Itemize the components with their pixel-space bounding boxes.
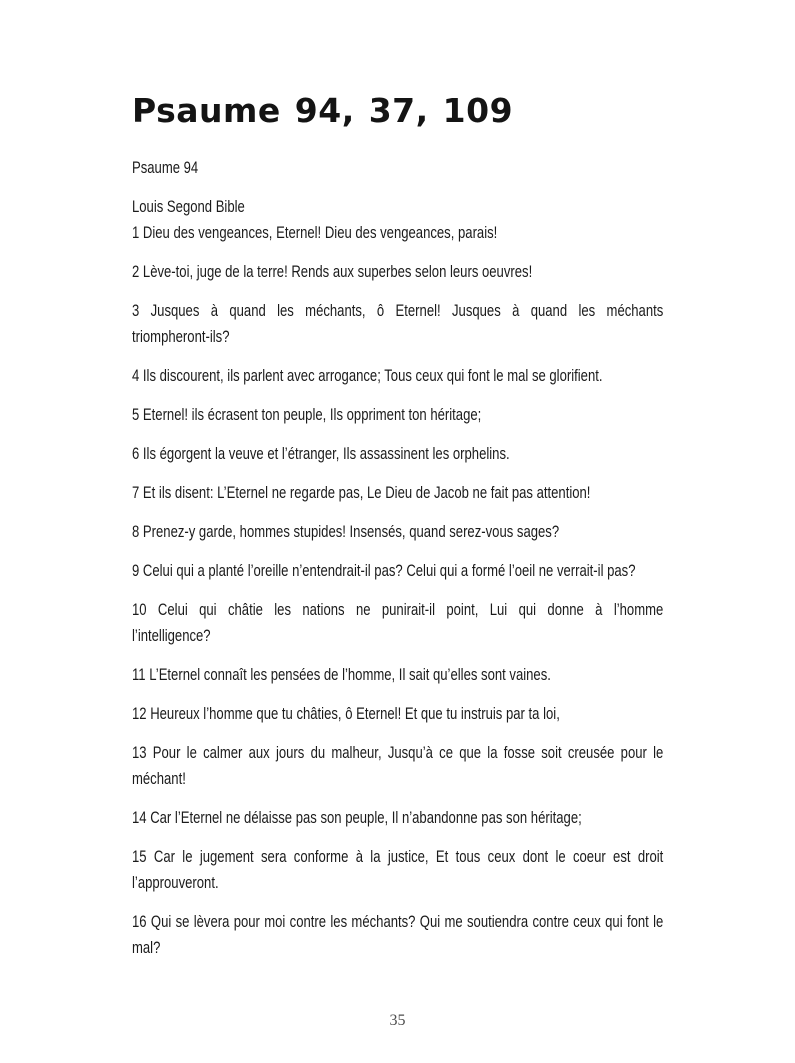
text-line: 12 Heureux l’homme que tu châties, ô Eternel! Et que tu instruis par ta loi, (132, 704, 560, 723)
text-line: méchant! (132, 769, 186, 788)
text-line: l’approuveront. (132, 873, 219, 892)
paragraph-verse-6 (132, 441, 663, 467)
text-line: 11 L’Eternel connaît les pensées de l’homme, Il sait qu’elles sont vaines. (132, 665, 551, 684)
text-line: 5 Eternel! ils écrasent ton peuple, Ils oppriment ton héritage; (132, 405, 482, 424)
paragraph-verse-11 (132, 662, 663, 688)
paragraph-verse-10 (132, 597, 663, 649)
text-line: Louis Segond Bible (132, 197, 245, 216)
text-line: triompheront-ils? (132, 327, 230, 346)
text-line: 9 Celui qui a planté l’oreille n’entendrait-il pas? Celui qui a formé l’oeil ne verrait-il pas? (132, 561, 636, 580)
text-line: 4 Ils discourent, ils parlent avec arrogance; Tous ceux qui font le mal se glorifient. (132, 366, 603, 385)
text-line: 16 Qui se lèvera pour moi contre les méchants? Qui me soutiendra contre ceux qui font le (132, 912, 664, 931)
paragraph-verse-5 (132, 402, 663, 428)
text-line: 1 Dieu des vengeances, Eternel! Dieu des vengeances, parais! (132, 223, 498, 242)
paragraph-source-and-verse-1 (132, 194, 663, 246)
paragraph-verse-13 (132, 740, 663, 792)
document-body (132, 155, 663, 974)
text-line: 6 Ils égorgent la veuve et l’étranger, Ils assassinent les orphelins. (132, 444, 510, 463)
text-line: mal? (132, 938, 161, 957)
text-line: 3 Jusques à quand les méchants, ô Eternel! Jusques à quand les méchants (132, 301, 664, 320)
paragraph-verse-2 (132, 259, 663, 285)
text-line: 15 Car le jugement sera conforme à la justice, Et tous ceux dont le coeur est droit (132, 847, 664, 866)
text-line: 13 Pour le calmer aux jours du malheur, Jusqu’à ce que la fosse soit creusée pour le (132, 743, 664, 762)
paragraph-verse-3 (132, 298, 663, 350)
text-line: 14 Car l’Eternel ne délaisse pas son peuple, Il n’abandonne pas son héritage; (132, 808, 582, 827)
paragraph-verse-12 (132, 701, 663, 727)
paragraph-verse-14 (132, 805, 663, 831)
paragraph-verse-9 (132, 558, 663, 584)
paragraph-verse-4 (132, 363, 663, 389)
text-line: 8 Prenez-y garde, hommes stupides! Insensés, quand serez-vous sages? (132, 522, 560, 541)
text-line: 10 Celui qui châtie les nations ne punirait-il point, Lui qui donne à l’homme (132, 600, 664, 619)
paragraph-verse-8 (132, 519, 663, 545)
paragraph-verse-15 (132, 844, 663, 896)
text-line: 2 Lève-toi, juge de la terre! Rends aux superbes selon leurs oeuvres! (132, 262, 533, 281)
text-line: l’intelligence? (132, 626, 211, 645)
page-number: 35 (389, 1012, 406, 1029)
page-title: Psaume 94, 37, 109 (132, 91, 514, 130)
paragraph-psalm-heading (132, 155, 663, 181)
text-line: 7 Et ils disent: L’Eternel ne regarde pas, Le Dieu de Jacob ne fait pas attention! (132, 483, 591, 502)
text-line: Psaume 94 (132, 158, 199, 177)
paragraph-verse-16 (132, 909, 663, 961)
paragraph-verse-7 (132, 480, 663, 506)
